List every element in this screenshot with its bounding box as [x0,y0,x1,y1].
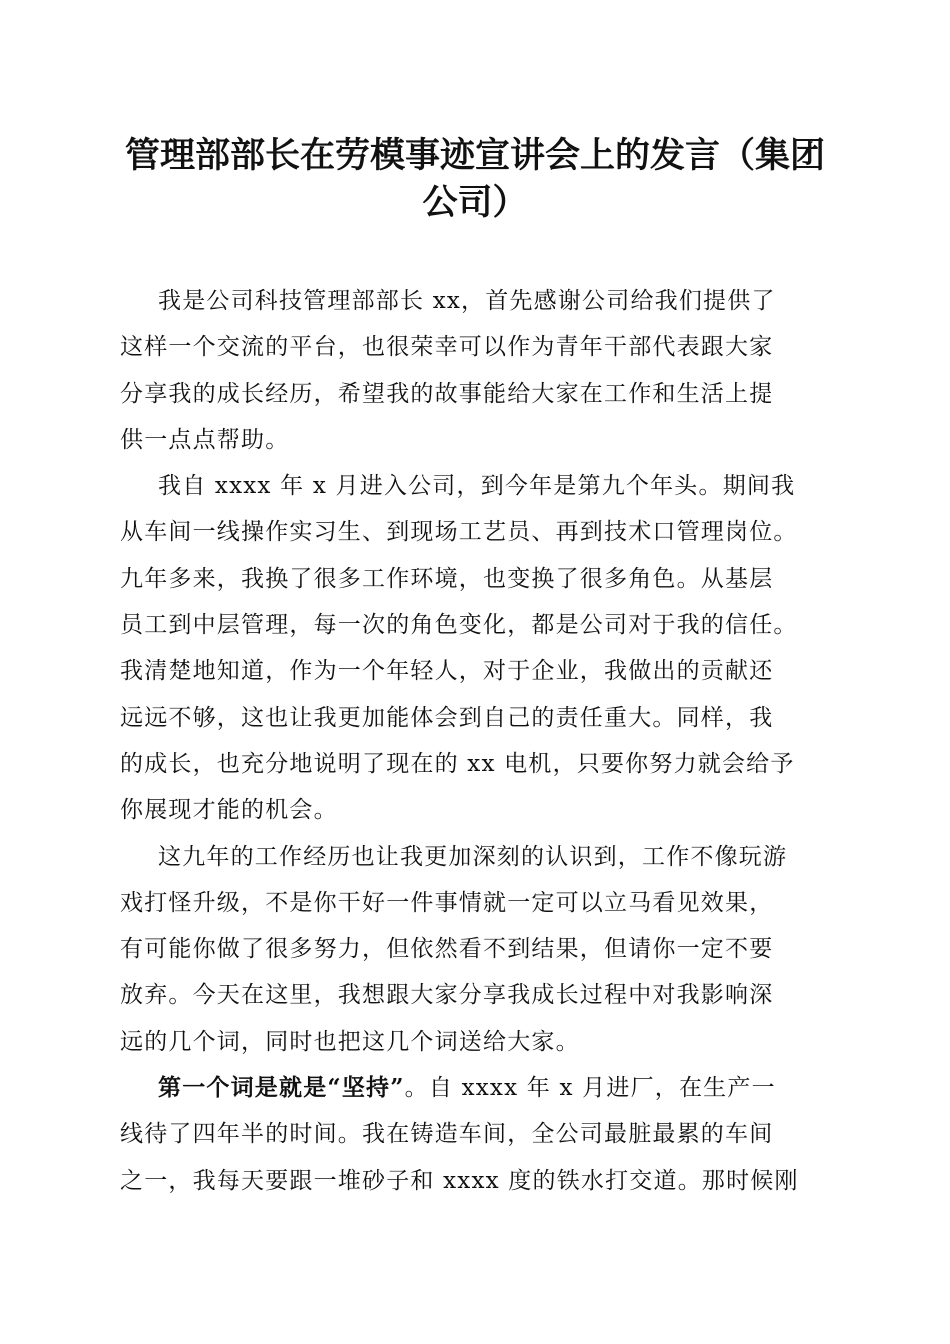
text-line: 戏打怪升级，不是你干好一件事情就一定可以立马看见效果， [120,889,774,916]
text-line: 员工到中层管理，每一次的角色变化，都是公司对于我的信任。 [120,612,798,639]
text-line: 有可能你做了很多努力，但依然看不到结果，但请你一定不要 [120,936,774,963]
text-line: 的成长，也充分地说明了现在的 xx 电机，只要你努力就会给予 [120,750,795,777]
text-line: 供一点点帮助。 [120,426,290,453]
paragraph-4 [120,1065,840,1204]
title-line: 管理部部长在劳模事迹宣讲会上的发言（集团 [124,135,825,176]
text-line [120,1065,840,1111]
emphasis-keyword: 第一个词是就是“坚持” [158,1074,405,1102]
text-line: 放弃。今天在这里，我想跟大家分享我成长过程中对我影响深 [120,982,774,1009]
text-line: 我自 xxxx 年 x 月进入公司，到今年是第九个年头。期间我 [158,473,796,500]
document-title [115,132,835,226]
document-body [120,278,840,1204]
paragraph-2 [120,463,840,833]
paragraph-1 [120,278,840,463]
text-line: 这样一个交流的平台，也很荣幸可以作为青年干部代表跟大家 [120,334,774,361]
text-line: 远远不够，这也让我更加能体会到自己的责任重大。同样，我 [120,704,774,731]
text-line: 之一，我每天要跟一堆砂子和 xxxx 度的铁水打交道。那时候刚 [120,1167,799,1194]
text-line: 我是公司科技管理部部长 xx，首先感谢公司给我们提供了 [158,288,776,314]
paragraph-3 [120,834,840,1065]
title-line: 公司） [422,182,528,223]
text-line: 远的几个词，同时也把这几个词送给大家。 [120,1028,580,1055]
text-line: 线待了四年半的时间。我在铸造车间，全公司最脏最累的车间 [120,1121,774,1148]
text-line: 我清楚地知道，作为一个年轻人，对于企业，我做出的贡献还 [120,658,774,685]
text-line: 从车间一线操作实习生、到现场工艺员、再到技术口管理岗位。 [120,519,798,546]
text-line: 九年多来，我换了很多工作环境，也变换了很多角色。从基层 [120,565,774,592]
text-line: 分享我的成长经历，希望我的故事能给大家在工作和生活上提 [120,380,774,407]
text-line: 这九年的工作经历也让我更加深刻的认识到，工作不像玩游 [158,843,788,870]
text-line: 你展现才能的机会。 [120,797,338,824]
text-run: 。自 xxxx 年 x 月进厂，在生产一 [404,1075,776,1102]
